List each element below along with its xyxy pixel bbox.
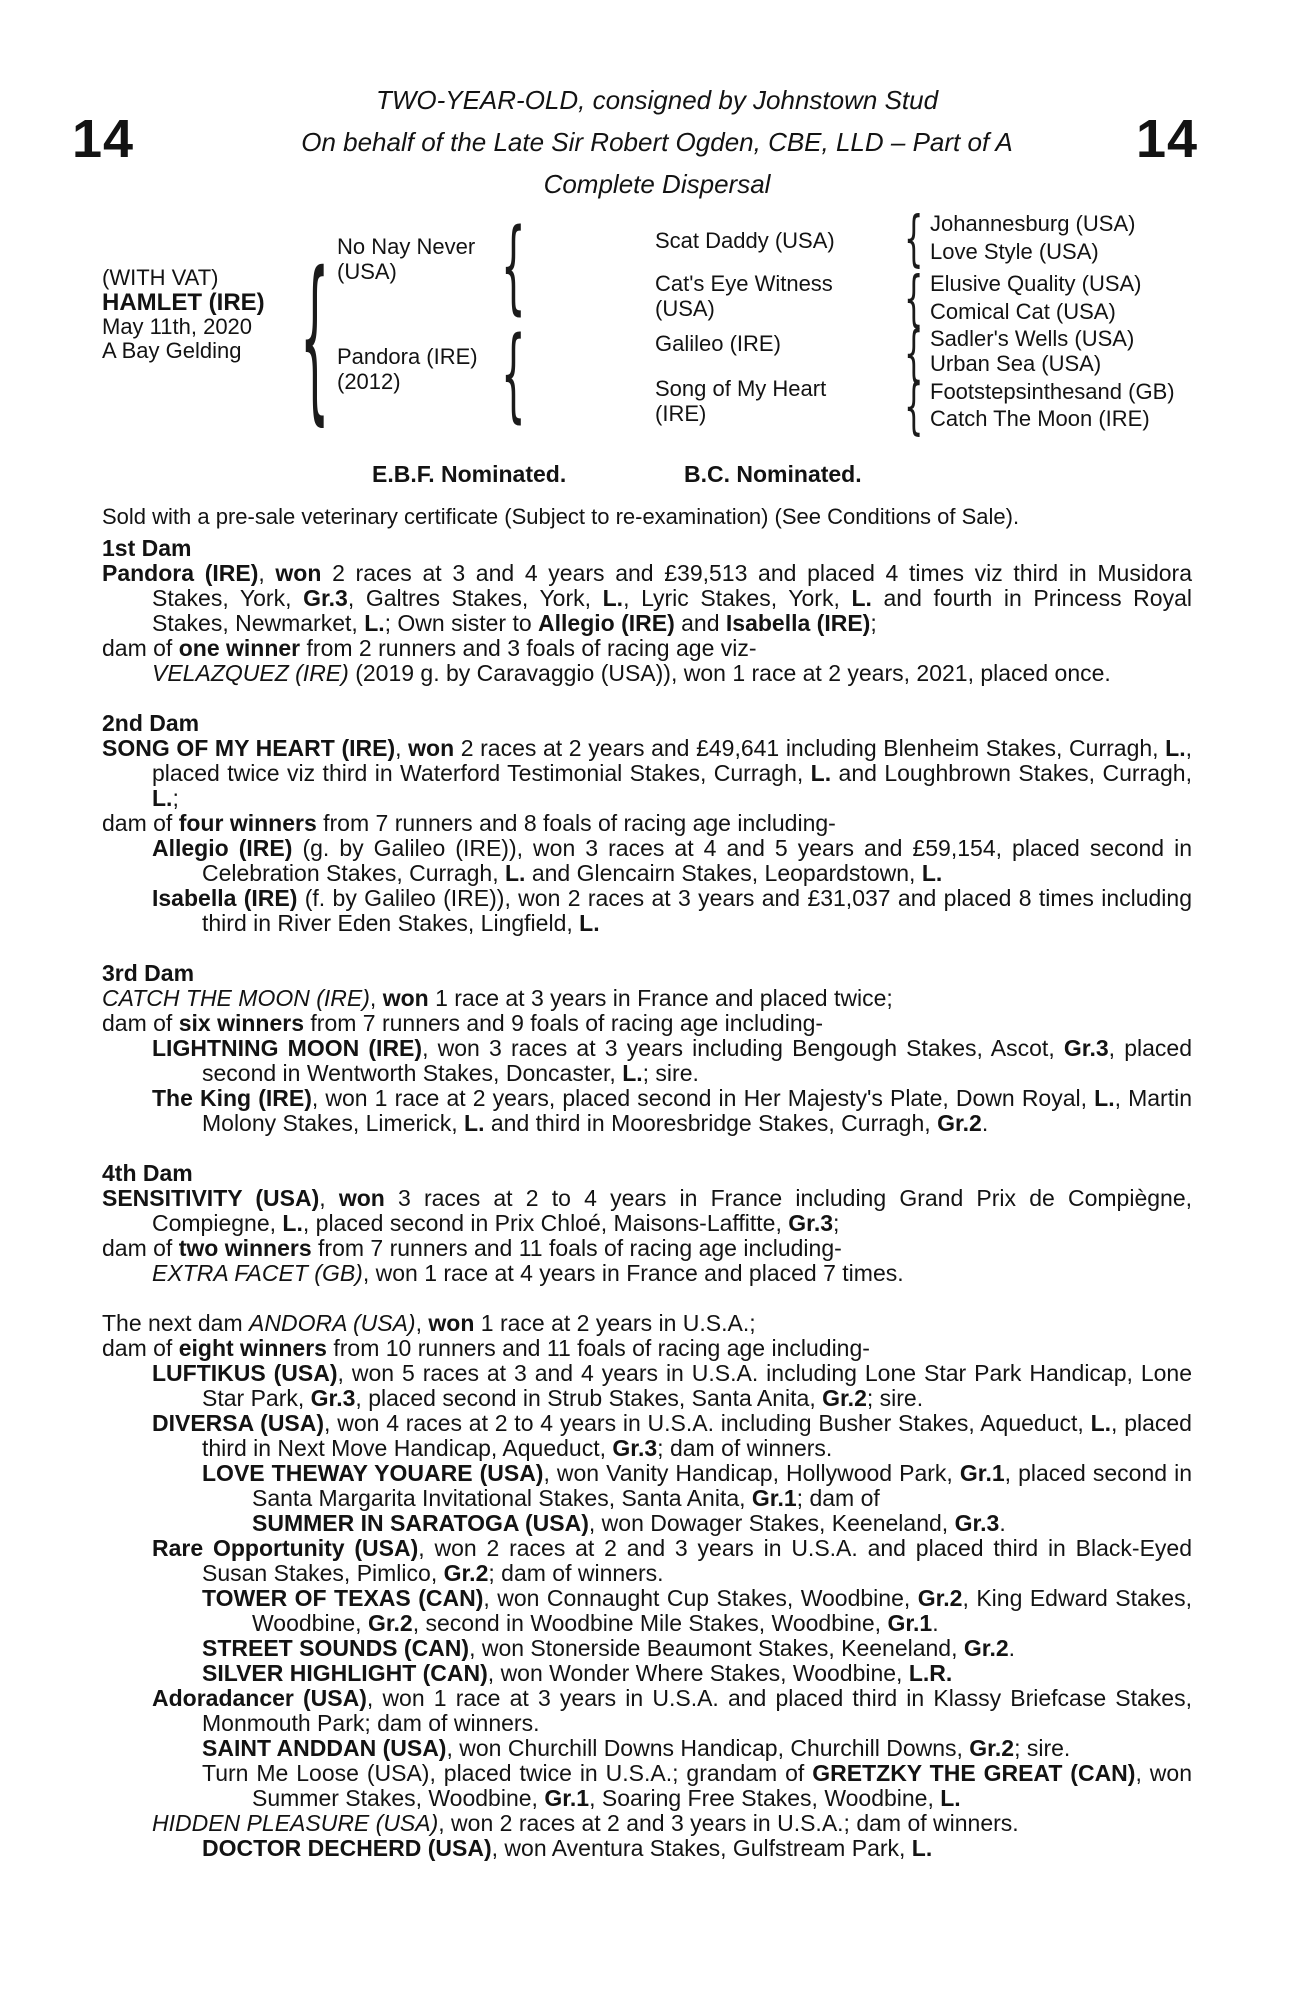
text-run: , won 2 races at 2 and 3 years in U.S.A.; dam of winners. [438,1810,1019,1836]
pedigree-paragraph [102,1185,1193,1236]
text-run: L. [464,1110,485,1136]
text-run: ; dam of [796,1485,880,1511]
text-run: L. [1094,1085,1115,1111]
pedigree-paragraph [152,885,1192,936]
text-run: Gr.1 [751,1485,797,1511]
description: A Bay Gelding [102,338,242,363]
text-run: The next dam [102,1310,250,1336]
text-run: , [369,985,383,1011]
text-run: Gr.2 [443,1560,489,1586]
text-run: Allegio (IRE) [538,610,675,636]
text-run: L. [940,1785,961,1811]
text-run: VELAZQUEZ (IRE) [152,660,349,686]
text-run: , won Dowager Stakes, Keeneland, [588,1510,955,1536]
pedigree-paragraph [202,1735,1192,1761]
text-run: , second in Woodbine Mile Stakes, Woodbine, [412,1610,888,1636]
dam-dam-sire: Footstepsinthesand (GB) [930,379,1175,404]
text-run: L. [282,1210,303,1236]
text-run: , won 2 races at 2 and 3 years in U.S.A. and placed third in Black-Eyed Susan Stakes, Pimlico, [202,1535,1192,1586]
gg-brace-4: { [904,371,924,442]
pedigree-paragraph [152,1260,1192,1286]
text-run: DOCTOR DECHERD (USA) [202,1835,492,1861]
bc-nomination: B.C. Nominated. [684,461,862,487]
text-run: . [981,1110,989,1136]
dam-sire-sire: Sadler's Wells (USA) [930,326,1135,351]
text-run: (2019 g. by Caravaggio (USA)), won 1 race at 2 years, 2021, placed once. [348,660,1111,686]
text-run: , won Stonerside Beaumont Stakes, Keeneland, [469,1635,964,1661]
text-run: Allegio (IRE) [152,835,293,861]
text-run: SONG OF MY HEART (IRE) [102,735,396,761]
text-run: , won 1 race at 2 years, placed second in Her Majesty's Plate, Down Royal, [311,1085,1095,1111]
text-run: SENSITIVITY (USA) [102,1185,320,1211]
text-run: L. [602,585,624,611]
vat-note: (WITH VAT) [102,265,219,290]
dam-heading: 1st Dam [102,535,192,561]
text-run: , won 1 race at 3 years in U.S.A. and placed third in Klassy Briefcase Stakes, Monmouth Park; dam of winners. [202,1685,1192,1736]
text-run: 2 races at 2 years and £49,641 including Blenheim Stakes, Curragh, [454,735,1166,761]
sire-name: No Nay Never (USA) [337,234,476,284]
text-run: , won Connaught Cup Stakes, Woodbine, [483,1585,918,1611]
text-run: dam of [102,1235,179,1261]
text-run: L. [152,785,173,811]
text-run: Gr.1 [887,1610,933,1636]
text-run: L. [579,910,600,936]
text-run: Rare Opportunity (USA) [152,1535,419,1561]
pedigree-paragraph [152,1085,1192,1136]
pedigree-paragraph [102,560,1192,636]
pedigree-paragraph [152,1360,1193,1411]
text-run: , Soaring Free Stakes, Woodbine, [589,1785,941,1811]
text-run: STREET SOUNDS (CAN) [202,1635,470,1661]
text-run: from 2 runners and 3 foals of racing age viz- [300,635,757,661]
text-run: SAINT ANDDAN (USA) [202,1735,447,1761]
pedigree-paragraph [102,985,1192,1011]
sire-parents-brace: { [501,207,526,326]
dam-heading: 3rd Dam [102,960,195,986]
text-run: 2 races at 3 and 4 years and £39,513 and placed 4 times viz third in Musidora Stakes, York, [152,560,1192,611]
text-run: The King (IRE) [152,1085,312,1111]
text-run: Gr.1 [959,1460,1005,1486]
text-run: . [1008,1635,1016,1661]
text-run: Gr.3 [310,1385,356,1411]
text-run: L. [505,860,526,886]
text-run: , won 3 races at 3 years including Bengough Stakes, Ascot, [422,1035,1064,1061]
produce-record [102,536,1192,1861]
text-run: SILVER HIGHLIGHT (CAN) [202,1660,488,1686]
pedigree-paragraph [102,1010,1192,1036]
veterinary-notice: Sold with a pre-sale veterinary certificate (Subject to re-examination) (See Conditions of Sale). [102,504,1020,529]
text-run: 3 races at 2 to 4 years in France including Grand Prix de Compiègne, Compiegne, [152,1185,1193,1236]
text-run: and Loughbrown Stakes, Curragh, [831,760,1192,786]
dam-section [102,961,1192,1136]
pedigree-paragraph [252,1510,1192,1536]
pedigree-paragraph [202,1760,1192,1811]
text-run: ; [870,610,877,636]
text-run: Gr.2 [917,1585,963,1611]
text-run: L. [1165,735,1186,761]
text-run: LOVE THEWAY YOUARE (USA) [202,1460,544,1486]
dam-parents-brace: { [501,315,526,434]
text-run: two winners [178,1235,312,1261]
text-run: dam of [102,1335,179,1361]
text-run: Gr.2 [937,1110,982,1136]
text-run: won [408,735,455,761]
text-run: from 7 runners and 8 foals of racing age including- [316,810,836,836]
pedigree-paragraph [102,810,1192,836]
pedigree-paragraph [152,1410,1192,1461]
text-run: , won 1 race at 4 years in France and placed 7 times. [362,1260,904,1286]
text-run: L. [810,760,832,786]
text-run: L.R. [908,1660,953,1686]
text-run: TOWER OF TEXAS (CAN) [202,1585,484,1611]
dam-section [102,1311,1192,1861]
text-run: L. [1090,1410,1112,1436]
pedigree-paragraph [152,1685,1192,1736]
text-run: , Martin Molony Stakes, Limerick, [202,1085,1192,1136]
text-run: Adoradancer (USA) [152,1685,367,1711]
text-run: Gr.1 [544,1785,590,1811]
text-run: , won Aventura Stakes, Gulfstream Park, [491,1835,912,1861]
text-run: , won Churchill Downs Handicap, Churchill Downs, [446,1735,970,1761]
text-run: DIVERSA (USA) [152,1410,325,1436]
text-run: , [258,560,276,586]
main-brace: { [300,234,330,441]
sire-dam-name: Cat's Eye Witness (USA) [655,271,833,321]
text-run: (f. by Galileo (IRE)), won 2 races at 3 years and £31,037 and placed 8 times including third in River Eden Stakes, Lingfield, [202,885,1192,936]
text-run: ; Own sister to [384,610,539,636]
text-run: Pandora (IRE) [102,560,259,586]
dam-section [102,1161,1192,1286]
text-run: one winner [178,635,301,661]
text-run: Turn Me Loose (USA), placed twice in U.S.A.; grandam of [202,1760,813,1786]
text-run: won [338,1185,385,1211]
text-run: EXTRA FACET (GB) [152,1260,363,1286]
pedigree-paragraph [202,1835,1192,1861]
text-run: ; sire. [1014,1735,1071,1761]
text-run: . [932,1610,939,1636]
pedigree-paragraph [102,1335,1192,1361]
sire-dam-dam: Comical Cat (USA) [930,299,1116,324]
text-run: four winners [178,810,317,836]
text-run: Gr.3 [1063,1035,1109,1061]
dam-section [102,711,1192,936]
text-run: LIGHTNING MOON (IRE) [152,1035,423,1061]
text-run: ; sire. [642,1060,699,1086]
text-run: L. [364,610,385,636]
text-run: Gr.2 [969,1735,1015,1761]
text-run: Gr.3 [612,1435,658,1461]
text-run: , won 5 races at 3 and 4 years in U.S.A. including Lone Star Park Handicap, Lone Star Park, [202,1360,1193,1411]
text-run: , [395,735,409,761]
text-run: , placed twice viz third in Waterford Testimonial Stakes, Curragh, [152,735,1192,786]
text-run: 1 race at 3 years in France and placed twice; [428,985,893,1011]
text-run: and third in Mooresbridge Stakes, Curragh, [484,1110,938,1136]
lot-number-left: 14 [72,109,135,169]
text-run: HIDDEN PLEASURE (USA) [152,1810,439,1836]
on-behalf-line: On behalf of the Late Sir Robert Ogden, CBE, LLD – Part of A [301,127,1013,157]
pedigree-paragraph [202,1585,1192,1636]
pedigree-paragraph [202,1635,1192,1661]
text-run: Gr.2 [963,1635,1009,1661]
pedigree-paragraph [152,1035,1193,1086]
sire-sire-name: Scat Daddy (USA) [655,228,835,253]
dam-dam-dam: Catch The Moon (IRE) [930,406,1150,431]
text-run: L. [622,1060,643,1086]
text-run: dam of [102,1010,179,1036]
text-run: L. [911,1835,933,1861]
text-run: ANDORA (USA) [249,1310,416,1336]
text-run: Isabella (IRE) [152,885,298,911]
foal-date: May 11th, 2020 [102,314,253,339]
text-run: CATCH THE MOON (IRE) [102,985,370,1011]
text-run: , Galtres Stakes, York, [347,585,603,611]
sire-dam-sire: Elusive Quality (USA) [930,271,1142,296]
horse-name: HAMLET (IRE) [102,289,265,316]
gg-brace-3: { [904,318,924,389]
text-run: , placed second in Santa Margarita Invitational Stakes, Santa Anita, [252,1460,1192,1511]
text-run: , King Edward Stakes, Woodbine, [252,1585,1192,1636]
text-run: and fourth in Princess Royal Stakes, Newmarket, [152,585,1192,636]
consignor-line: TWO-YEAR-OLD, consigned by Johnstown Stud [375,85,939,115]
text-run: ; dam of winners. [657,1435,833,1461]
text-run: , [415,1310,429,1336]
text-run: , Lyric Stakes, York, [623,585,852,611]
text-run: ; dam of winners. [488,1560,664,1586]
pedigree-paragraph [102,1235,1192,1261]
text-run: Gr.3 [303,585,348,611]
text-run: , placed second in Strub Stakes, Santa Anita, [355,1385,823,1411]
pedigree-paragraph [152,1535,1192,1586]
text-run: ; [833,1210,840,1236]
sire-sire-dam: Love Style (USA) [930,239,1099,264]
text-run: and Glencairn Stakes, Leopardstown, [525,860,922,886]
pedigree-paragraph [202,1660,1192,1686]
dispersal-line: Complete Dispersal [543,169,771,199]
text-run: . [999,1510,1006,1536]
pedigree-paragraph [202,1460,1192,1511]
text-run: , won Wonder Where Stakes, Woodbine, [487,1660,909,1686]
text-run: and [674,610,726,636]
text-run: won [275,560,322,586]
text-run: ; sire. [866,1385,924,1411]
text-run: Gr.2 [367,1610,413,1636]
text-run: eight winners [178,1335,327,1361]
text-run: , won Vanity Handicap, Hollywood Park, [543,1460,960,1486]
dam-dam-name: Song of My Heart (IRE) [655,376,827,426]
text-run: dam of [102,810,179,836]
text-run: Isabella (IRE) [725,610,871,636]
text-run: Gr.3 [954,1510,1000,1536]
text-run: 1 race at 2 years in U.S.A.; [474,1310,756,1336]
pedigree-paragraph [152,835,1192,886]
sire-sire-sire: Johannesburg (USA) [930,211,1136,236]
text-run: L. [921,860,943,886]
text-run: GRETZKY THE GREAT (CAN) [812,1760,1136,1786]
text-run: from 7 runners and 11 foals of racing age including- [311,1235,842,1261]
pedigree-paragraph [102,1310,1192,1336]
gg-brace-2: { [904,263,924,334]
text-run: , won 4 races at 2 to 4 years in U.S.A. including Busher Stakes, Aqueduct, [324,1410,1091,1436]
ebf-nomination: E.B.F. Nominated. [372,461,567,487]
lot-number-right: 14 [1136,109,1199,169]
text-run: dam of [102,635,179,661]
text-run: from 7 runners and 9 foals of racing age including- [304,1010,824,1036]
dam-heading: 4th Dam [102,1160,193,1186]
dam-heading: 2nd Dam [102,710,200,736]
text-run: L. [851,585,872,611]
text-run: SUMMER IN SARATOGA (USA) [252,1510,589,1536]
text-run: , placed third in Next Move Handicap, Aqueduct, [202,1410,1192,1461]
text-run: from 10 runners and 11 foals of racing age including- [326,1335,870,1361]
text-run: , [319,1185,339,1211]
text-run: Gr.3 [788,1210,834,1236]
text-run: LUFTIKUS (USA) [152,1360,338,1386]
text-run: , placed second in Wentworth Stakes, Doncaster, [202,1035,1193,1086]
text-run: won [382,985,429,1011]
dam-section [102,536,1192,686]
text-run: ; [172,785,179,811]
pedigree-paragraph [152,660,1192,686]
pedigree-paragraph [102,635,1192,661]
dam-sire-dam: Urban Sea (USA) [930,351,1102,376]
text-run: (g. by Galileo (IRE)), won 3 races at 4 and 5 years and £59,154, placed second in Celebration Stakes, Curragh, [202,835,1192,886]
text-run: , placed second in Prix Chloé, Maisons-Laffitte, [302,1210,789,1236]
text-run: six winners [178,1010,304,1036]
text-run: Gr.2 [822,1385,867,1411]
text-run: , won Summer Stakes, Woodbine, [252,1760,1192,1811]
lot-details [102,266,265,363]
gg-brace-1: { [904,203,924,274]
pedigree-paragraph [152,1810,1192,1836]
dam-name: Pandora (IRE) (2012) [337,344,478,394]
pedigree-paragraph [102,735,1192,811]
dam-sire-name: Galileo (IRE) [655,331,781,356]
text-run: won [428,1310,475,1336]
